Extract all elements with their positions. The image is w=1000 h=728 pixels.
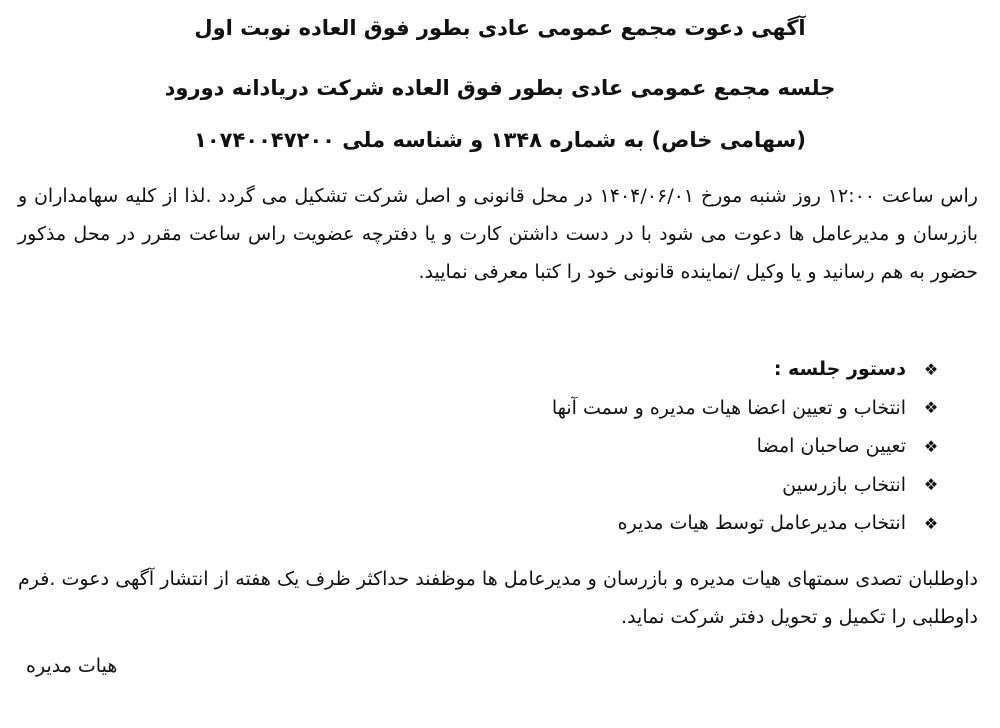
agenda-item-label: تعیین صاحبان امضا: [756, 435, 906, 458]
agenda-list: [342, 350, 942, 543]
candidates-paragraph: داوطلبان تصدی سمتهای هیات مدیره و بازرسان و مدیرعامل ها موظفند حداکثر ظرف یک هفته از انتشار آگهی دعوت .فرم داوطلبی را تکمیل و تحویل دفتر شرکت نماید.: [18, 568, 978, 628]
agenda-heading-label: دستور جلسه :: [773, 358, 906, 381]
company-registration-line: (سهامی خاص) به شماره ۱۳۴۸ و شناسه ملی ۱۰۷۴۰۰۴۷۲۰۰: [194, 128, 806, 152]
diamond-bullet-icon: ❖: [923, 398, 939, 418]
agenda-item: [342, 427, 942, 466]
diamond-bullet-icon: ❖: [923, 436, 939, 456]
agenda-heading: [342, 350, 942, 389]
diamond-bullet-icon: ❖: [923, 475, 939, 495]
agenda-item-label: انتخاب مدیرعامل توسط هیات مدیره: [617, 512, 906, 535]
diamond-bullet-icon: ❖: [923, 359, 939, 379]
meeting-details-paragraph: راس ساعت ۱۲:۰۰ روز شنبه مورخ ۱۴۰۴/۰۶/۰۱ در محل قانونی و اصل شرکت تشکیل می گردد .لذا از کلیه سهامداران و بازرسان و مدیرعامل ها دعوت می شود با در دست داشتن کارت و یا دفترچه عضویت راس ساعت مقرر در محل مذکور حضور به هم رسانید و یا وکیل /نماینده قانونی خود را کتبا معرفی نمایید.: [18, 185, 978, 283]
agenda-item: [342, 389, 942, 428]
agenda-item-label: انتخاب و تعیین اعضا هیات مدیره و سمت آنها: [551, 396, 906, 419]
diamond-bullet-icon: ❖: [923, 513, 939, 533]
agenda-item: [342, 504, 942, 543]
signature-board-of-directors: هیات مدیره: [26, 655, 118, 677]
agenda-item: [342, 466, 942, 505]
meeting-title: جلسه مجمع عمومی عادی بطور فوق العاده شرکت دریادانه دورود: [164, 76, 836, 100]
agenda-item-label: انتخاب بازرسین: [782, 473, 906, 496]
notice-title: آگهی دعوت مجمع عمومی عادی بطور فوق العاده نوبت اول: [194, 16, 806, 40]
